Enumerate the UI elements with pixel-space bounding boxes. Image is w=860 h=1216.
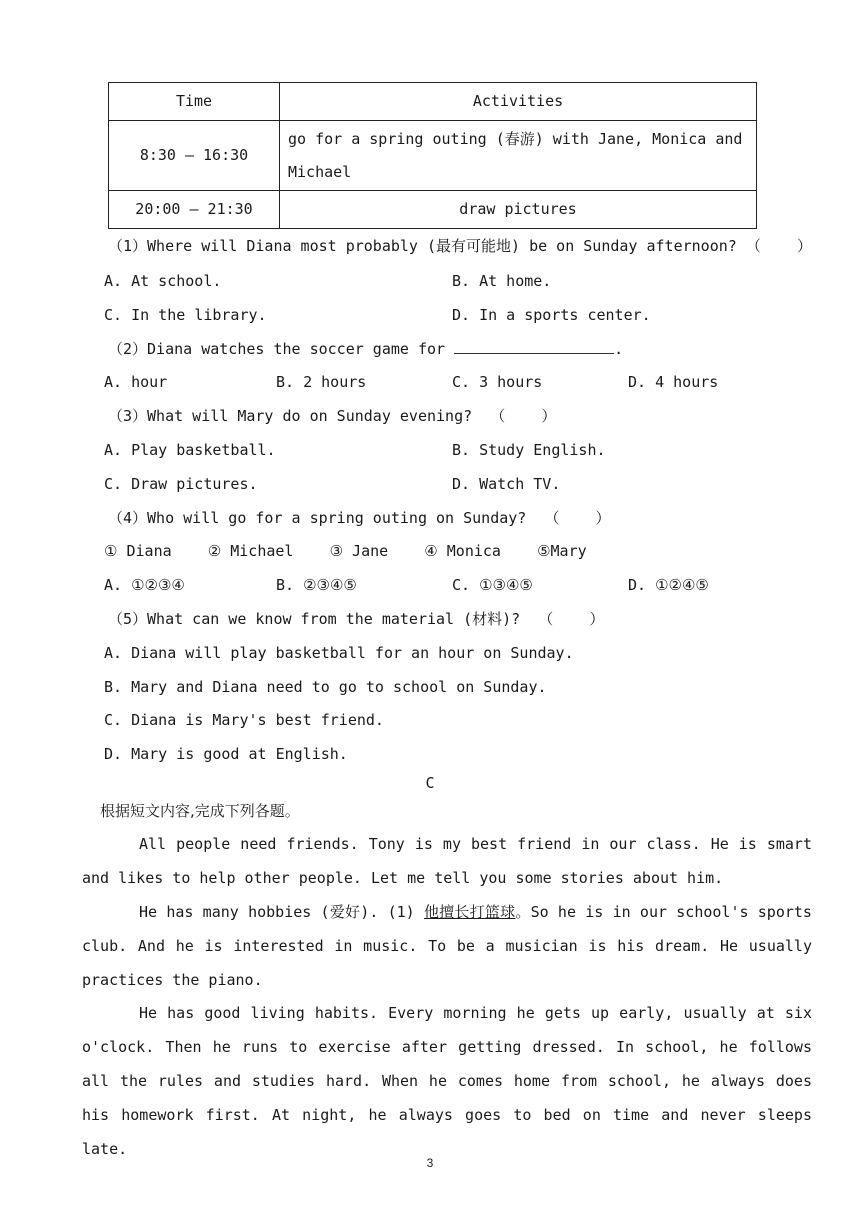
q4-option-b: B. ②③④⑤ [276, 576, 357, 594]
q2-text: （2）Diana watches the soccer game for [108, 340, 455, 358]
q4-option-c: C. ①③④⑤ [452, 576, 533, 594]
p2-text-before: He has many hobbies (爱好). (1) [139, 903, 424, 921]
q5-option-d: D. Mary is good at English. [104, 745, 348, 763]
q2-option-c: C. 3 hours [452, 373, 543, 391]
answer-blank [454, 339, 614, 354]
row-activity: draw pictures [280, 191, 757, 229]
q1-option-c: C. In the library. [104, 306, 267, 324]
table-row [109, 191, 757, 229]
header-activities: Activities [280, 83, 757, 121]
schedule-table [108, 82, 757, 229]
question-2 [108, 339, 623, 359]
q5-option-a: A. Diana will play basketball for an hour on Sunday. [104, 644, 574, 662]
q3-option-d: D. Watch TV. [452, 475, 561, 493]
row-time: 8:30 — 16:30 [109, 121, 280, 191]
question-3: （3）What will Mary do on Sunday evening? （ ） [108, 407, 557, 425]
header-time: Time [109, 83, 280, 121]
passage-paragraph-2 [82, 895, 812, 997]
q4-people-list: ① Diana ② Michael ③ Jane ④ Monica ⑤Mary [104, 542, 587, 560]
row-time: 20:00 — 21:30 [109, 191, 280, 229]
q4-option-a: A. ①②③④ [104, 576, 185, 594]
passage-paragraph-3: He has good living habits. Every morning he gets up early, usually at six o'clock. Then he runs to exercise after getting dressed. In school, he follows all the rules and studies hard. When he comes home from school, he always does his homework first. At night, he always goes to bed on time and never sleeps late. [82, 1004, 812, 1158]
q3-option-c: C. Draw pictures. [104, 475, 258, 493]
q3-option-a: A. Play basketball. [104, 441, 276, 459]
question-4: （4）Who will go for a spring outing on Sunday? （ ） [108, 509, 611, 527]
table-header-row [109, 83, 757, 121]
q1-option-d: D. In a sports center. [452, 306, 651, 324]
q1-option-a: A. At school. [104, 272, 222, 290]
section-instruction: 根据短文内容,完成下列各题。 [100, 802, 300, 820]
table-row [109, 121, 757, 191]
q2-end: . [614, 340, 624, 358]
q5-option-b: B. Mary and Diana need to go to school on Sunday. [104, 678, 547, 696]
question-1: （1）Where will Diana most probably (最有可能地) be on Sunday afternoon? （ ） [108, 237, 812, 255]
section-label: C [425, 774, 435, 792]
passage-paragraph-1: All people need friends. Tony is my best friend in our class. He is smart and likes to help other people. Let me tell you some stories about him. [82, 835, 812, 887]
question-5: （5）What can we know from the material (材料)? （ ） [108, 610, 605, 628]
row-activity: go for a spring outing (春游) with Jane, Monica and Michael [280, 121, 757, 191]
q2-option-a: A. hour [104, 373, 168, 391]
q4-option-d: D. ①②④⑤ [628, 576, 709, 594]
page-number: 3 [426, 1156, 434, 1170]
q2-option-d: D. 4 hours [628, 373, 719, 391]
q1-option-b: B. At home. [452, 272, 552, 290]
p2-text-after: 。So he is in our school's sports club. And he is interested in music. To be a musician is his dream. He usually practices the piano. [82, 903, 812, 989]
q3-option-b: B. Study English. [452, 441, 606, 459]
q2-option-b: B. 2 hours [276, 373, 367, 391]
q5-option-c: C. Diana is Mary's best friend. [104, 711, 384, 729]
translation-target: 他擅长打篮球 [423, 903, 516, 921]
